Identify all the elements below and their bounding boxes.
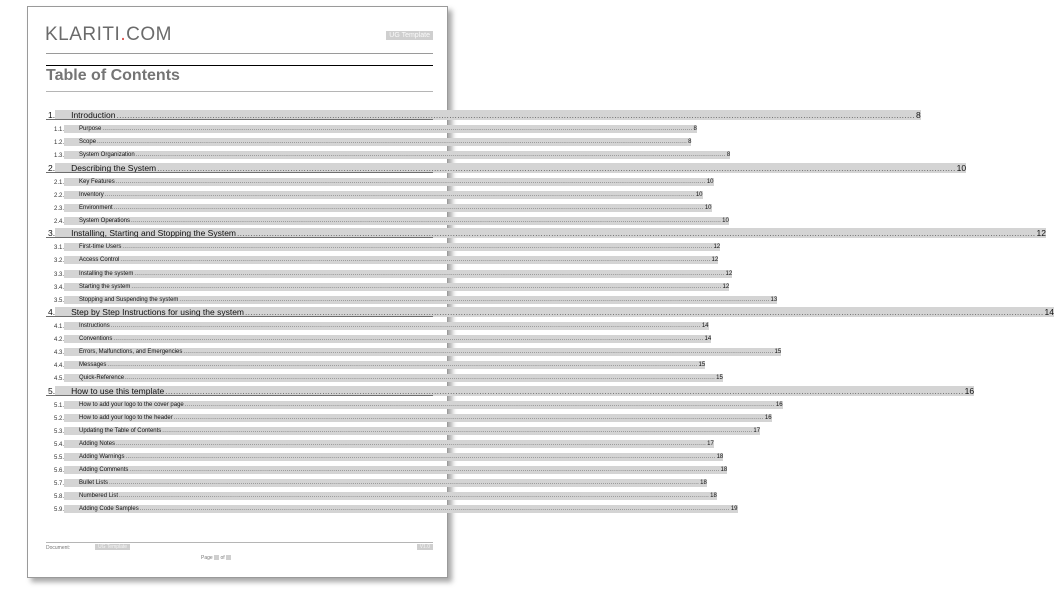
header-rule	[46, 53, 433, 54]
toc-entry-page: 8	[726, 152, 731, 159]
toc-leader-dots: ............................................................................................................................................................................................................................................................................................................	[165, 385, 964, 396]
toc-entry-page: 18	[700, 480, 707, 487]
toc-leader-dots: ............................................................................................................................................................................................................................................................................................................	[139, 506, 730, 513]
toc-leader-dots: ............................................................................................................................................................................................................................................................................................................	[110, 322, 701, 329]
toc-entry-page: 16	[775, 401, 783, 408]
toc-entry-page: 16	[764, 414, 772, 421]
toc-entry-label: Conventions	[79, 336, 113, 343]
toc-entry-label: How to use this template	[71, 385, 165, 396]
toc-entry-label: Stopping and Suspending the system	[79, 296, 179, 303]
document-page	[27, 6, 1054, 578]
toc-entry-label: How to add your logo to the header	[79, 414, 173, 421]
toc-entry-label: Inventory	[79, 191, 104, 198]
toc-entry-number: 3.4.	[54, 284, 65, 291]
toc-entry-number: 5.2.	[54, 415, 65, 422]
toc-entry-page: 10	[695, 191, 703, 198]
toc-subsection-entry[interactable]	[46, 409, 772, 422]
toc-leader-dots: ............................................................................................................................................................................................................................................................................................................	[162, 427, 753, 434]
toc-leader-dots: ............................................................................................................................................................................................................................................................................................................	[107, 362, 698, 369]
toc-entry-number: 5.9.	[54, 507, 65, 514]
toc-entry-number: 2.4.	[54, 219, 65, 226]
toc-entry-page: 18	[716, 454, 724, 460]
footer-document-label: Document:	[46, 545, 71, 551]
toc-entry-page: 12	[1036, 228, 1046, 239]
template-tag: UG Template	[386, 31, 433, 40]
toc-section-entry[interactable]	[46, 159, 967, 173]
toc-subsection-entry[interactable]	[46, 330, 712, 344]
toc-entry-page: 15	[774, 349, 782, 356]
toc-entry-label: Describing the System	[71, 162, 157, 173]
toc-leader-dots: ............................................................................................................................................................................................................................................................................................................	[113, 336, 704, 343]
toc-entry-label: Numbered List	[79, 493, 119, 500]
toc-entry-page: 14	[1044, 306, 1054, 317]
toc-leader-dots: ............................................................................................................................................................................................................................................................................................................	[237, 228, 1036, 239]
toc-entry-page: 13	[770, 296, 778, 303]
toc-section-entry[interactable]	[46, 304, 1054, 317]
toc-entry-number: 2.	[48, 162, 56, 173]
footer-rule	[46, 542, 433, 543]
toc-leader-dots: ............................................................................................................................................................................................................................................................................................................	[131, 218, 722, 225]
toc-entry-page: 17	[753, 427, 761, 434]
toc-entry-number: 2.3.	[54, 205, 65, 212]
toc-leader-dots: ............................................................................................................................................................................................................................................................................................................	[173, 414, 764, 421]
toc-entry-label: Starting the system	[79, 283, 131, 290]
toc-entry-label: Instructions	[79, 322, 110, 329]
toc-entry-number: 1.1.	[54, 127, 65, 134]
toc-entry-number: 3.	[48, 228, 56, 239]
toc-subsection-entry[interactable]	[46, 120, 697, 134]
toc-leader-dots: ............................................................................................................................................................................................................................................................................................................	[179, 296, 770, 303]
toc-entry-number: 3.5.	[54, 297, 65, 304]
toc-leader-dots: ............................................................................................................................................................................................................................................................................................................	[245, 306, 1044, 317]
toc-leader-dots: ............................................................................................................................................................................................................................................................................................................	[109, 480, 700, 487]
toc-entry-number: 4.3.	[54, 350, 65, 357]
toc-leader-dots: ............................................................................................................................................................................................................................................................................................................	[157, 162, 956, 173]
toc-leader-dots: ............................................................................................................................................................................................................................................................................................................	[129, 467, 720, 474]
toc-leader-dots: ............................................................................................................................................................................................................................................................................................................	[115, 178, 706, 185]
toc-leader-dots: ............................................................................................................................................................................................................................................................................................................	[113, 204, 704, 211]
toc-entry-number: 4.1.	[54, 323, 65, 330]
toc-entry-label: Messages	[79, 362, 107, 369]
toc-subsection-entry[interactable]	[46, 146, 731, 160]
toc-section-entry[interactable]	[46, 382, 975, 396]
toc-entry-number: 5.7.	[54, 481, 65, 488]
toc-entry-page: 12	[713, 244, 721, 251]
toc-entry-number: 5.3.	[54, 428, 65, 435]
page-number: Page of	[201, 555, 231, 561]
toc-entry-label: Bullet Lists	[79, 480, 109, 487]
footer-document-value: UG Template	[95, 544, 130, 550]
title-rule	[46, 65, 433, 66]
toc-subsection-entry[interactable]	[46, 461, 728, 475]
toc-entry-number: 5.6.	[54, 468, 65, 475]
toc-leader-dots: ............................................................................................................................................................................................................................................................................................................	[125, 375, 716, 382]
toc-subsection-entry[interactable]	[46, 500, 738, 514]
toc-entry-page: 15	[698, 362, 706, 369]
toc-subsection-entry[interactable]	[46, 251, 719, 265]
toc-entry-number: 4.4.	[54, 363, 65, 370]
toc-entry-page: 10	[706, 178, 714, 185]
toc-leader-dots: ............................................................................................................................................................................................................................................................................................................	[116, 440, 707, 447]
toc-entry-label: Adding Warnings	[79, 454, 125, 460]
toc-subsection-entry[interactable]	[46, 133, 692, 147]
toc-subsection-entry[interactable]	[46, 291, 778, 304]
toc-subsection-entry[interactable]	[46, 278, 730, 291]
toc-entry-page: 8	[915, 110, 921, 121]
toc-subsection-entry[interactable]	[46, 343, 782, 357]
toc-entry-page: 10	[704, 204, 712, 211]
toc-entry-page: 8	[693, 126, 697, 133]
toc-subsection-entry[interactable]	[46, 369, 723, 383]
toc-subsection-entry[interactable]	[46, 435, 714, 448]
toc-subsection-entry[interactable]	[46, 264, 733, 278]
toc-subsection-entry[interactable]	[46, 212, 729, 226]
toc-entry-label: Adding Code Samples	[79, 506, 139, 513]
toc-entry-number: 5.1.	[54, 402, 65, 409]
toc-entry-page: 8	[688, 139, 692, 146]
toc-entry-page: 15	[716, 375, 723, 382]
toc-entry-page: 14	[704, 336, 712, 343]
toc-entry-page: 18	[720, 467, 728, 474]
toc-entry-number: 1.3.	[54, 153, 65, 160]
toc-entry-number: 5.8.	[54, 494, 65, 501]
toc-leader-dots: ............................................................................................................................................................................................................................................................................................................	[183, 349, 774, 356]
toc-entry-page: 12	[722, 283, 730, 290]
toc-entry-number: 4.2.	[54, 337, 65, 344]
toc-entry-label: System Operations	[79, 218, 131, 225]
toc-leader-dots: ............................................................................................................................................................................................................................................................................................................	[104, 191, 695, 198]
toc-entry-page: 18	[710, 493, 717, 500]
toc-entry-page: 17	[707, 440, 714, 447]
page-title: Table of Contents	[46, 67, 180, 84]
toc-entry-number: 1.2.	[54, 140, 65, 147]
toc-subsection-entry[interactable]	[46, 448, 724, 461]
toc-leader-dots: ............................................................................................................................................................................................................................................................................................................	[97, 139, 688, 146]
toc-subsection-entry[interactable]	[46, 199, 712, 212]
toc-entry-label: System Organization	[79, 152, 135, 159]
toc-leader-dots: ............................................................................................................................................................................................................................................................................................................	[134, 270, 725, 277]
footer	[46, 544, 433, 561]
toc-entry-page: 10	[722, 218, 729, 225]
toc-entry-number: 3.2.	[54, 258, 65, 265]
toc-entry-label: First-time Users	[79, 244, 122, 251]
toc-entry-page: 12	[725, 270, 733, 277]
toc-entry-number: 2.2.	[54, 192, 65, 199]
toc-entry-label: Introduction	[71, 110, 116, 121]
toc-leader-dots: ............................................................................................................................................................................................................................................................................................................	[119, 493, 710, 500]
toc-entry-label: Purpose	[79, 126, 102, 133]
toc-subsection-entry[interactable]	[46, 186, 703, 199]
toc-entry-number: 5.	[48, 385, 56, 396]
toc-entry-label: Environment	[79, 204, 113, 211]
footer-version: V1.0	[417, 544, 433, 550]
toc-entry-label: Installing, Starting and Stopping the System	[71, 228, 236, 239]
toc-entry-page: 10	[956, 162, 967, 173]
toc-subsection-entry[interactable]	[46, 356, 706, 370]
toc-subsection-entry[interactable]	[46, 396, 783, 409]
title-underline	[46, 91, 433, 92]
toc-leader-dots: ............................................................................................................................................................................................................................................................................................................	[120, 257, 711, 264]
toc-entry-number: 3.3.	[54, 271, 65, 278]
toc-subsection-entry[interactable]	[46, 317, 709, 330]
toc-entry-number: 5.4.	[54, 441, 65, 448]
toc-entry-number: 5.5.	[54, 455, 65, 461]
toc-entry-label: Step by Step Instructions for using the system	[71, 306, 245, 317]
toc-leader-dots: ............................................................................................................................................................................................................................................................................................................	[122, 244, 713, 251]
toc-entry-label: Key Features	[79, 178, 115, 185]
toc-entry-label: Errors, Malfunctions, and Emergencies	[79, 349, 183, 356]
toc-leader-dots: ............................................................................................................................................................................................................................................................................................................	[184, 401, 775, 408]
toc-entry-number: 2.1.	[54, 179, 65, 186]
brand-logo: KLARITI.COM	[45, 24, 172, 45]
toc-entry-number: 1.	[48, 110, 56, 121]
toc-leader-dots: ............................................................................................................................................................................................................................................................................................................	[125, 454, 716, 460]
toc-entry-label: Access Control	[79, 257, 120, 264]
toc-entry-label: Quick-Reference	[79, 375, 125, 382]
table-of-contents	[46, 107, 1054, 514]
toc-section-entry[interactable]	[46, 225, 1046, 239]
toc-entry-number: 4.5.	[54, 376, 65, 383]
toc-entry-label: Updating the Table of Contents	[79, 427, 162, 434]
toc-subsection-entry[interactable]	[46, 422, 761, 435]
toc-leader-dots: ............................................................................................................................................................................................................................................................................................................	[131, 283, 722, 290]
toc-section-entry[interactable]	[46, 107, 921, 121]
toc-entry-number: 4.	[48, 306, 56, 317]
toc-entry-label: How to add your logo to the cover page	[79, 401, 184, 408]
toc-entry-page: 12	[711, 257, 719, 264]
toc-leader-dots: ............................................................................................................................................................................................................................................................................................................	[102, 126, 693, 133]
toc-entry-label: Scope	[79, 139, 97, 146]
toc-subsection-entry[interactable]	[46, 173, 714, 186]
toc-entry-label: Adding Comments	[79, 467, 129, 474]
toc-entry-page: 14	[701, 322, 709, 329]
toc-entry-page: 19	[730, 506, 738, 513]
toc-leader-dots: ............................................................................................................................................................................................................................................................................................................	[135, 152, 726, 159]
toc-subsection-entry[interactable]	[46, 238, 721, 252]
toc-entry-label: Adding Notes	[79, 440, 116, 447]
toc-entry-page: 16	[964, 385, 975, 396]
toc-entry-label: Installing the system	[79, 270, 134, 277]
toc-subsection-entry[interactable]	[46, 474, 707, 488]
toc-entry-number: 3.1.	[54, 245, 65, 252]
toc-subsection-entry[interactable]	[46, 487, 717, 501]
toc-leader-dots: ............................................................................................................................................................................................................................................................................................................	[116, 110, 915, 121]
